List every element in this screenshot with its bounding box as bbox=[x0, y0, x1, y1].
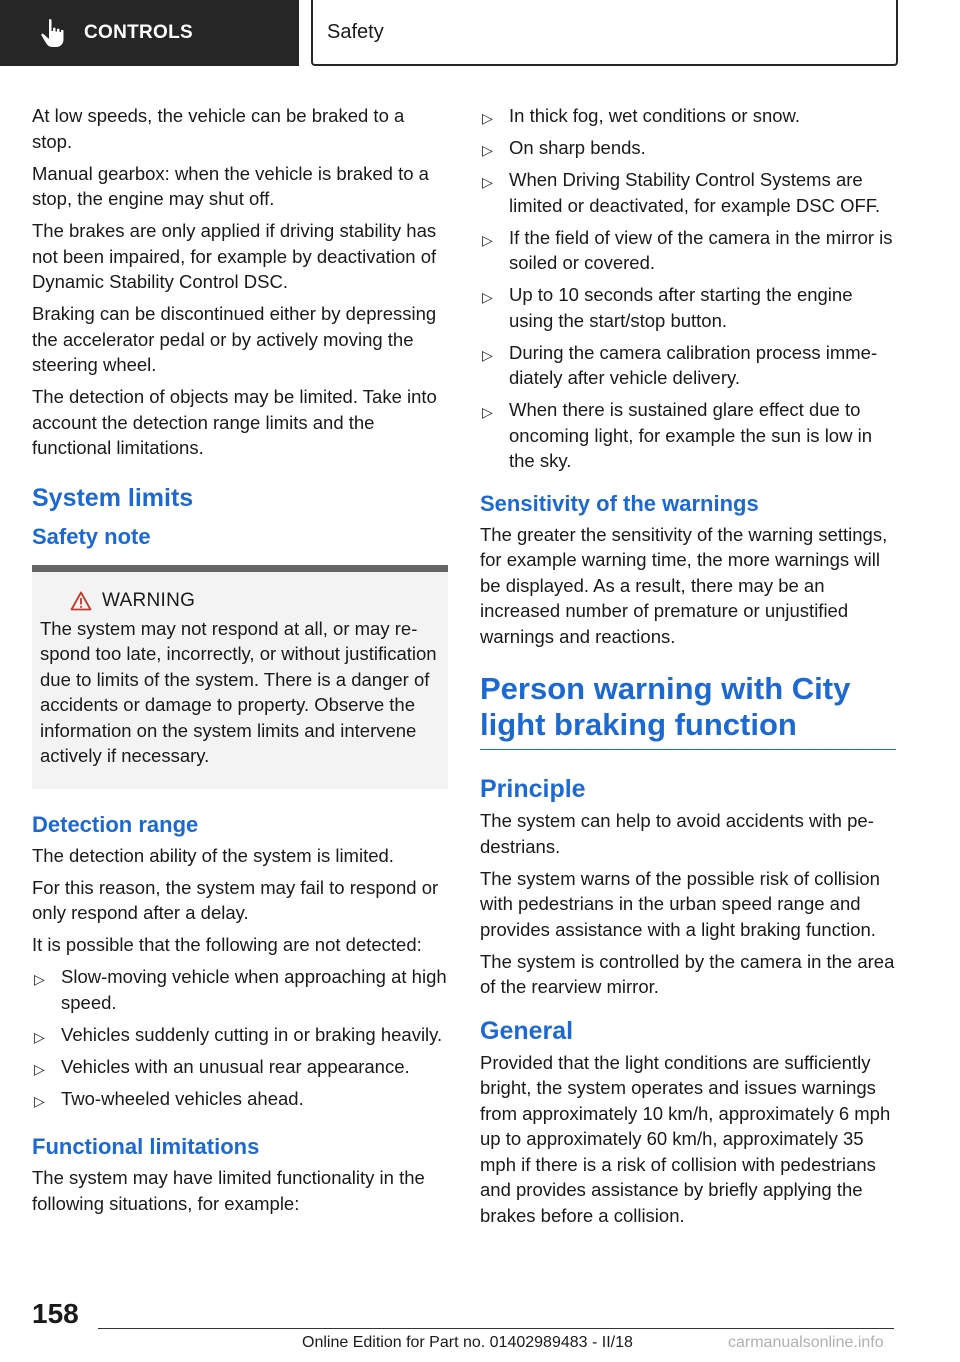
paragraph: The brakes are only applied if driving stability has not been impaired, for example by deactivation of Dynamic Stability Control DSC. bbox=[32, 220, 437, 292]
controls-tab bbox=[0, 0, 299, 66]
paragraph: The system warns of the possible risk of collision with pedestrians in the urban speed range and provides assistance with a light braking function. bbox=[480, 867, 880, 940]
list-item: ▷ Up to 10 seconds after starting the engine using the start/stop button. bbox=[482, 284, 853, 331]
heading-system-limits: System limits bbox=[32, 483, 194, 512]
heading-person-warning: Person warning with City light braking function bbox=[480, 671, 896, 750]
list-item: ▷ During the camera calibration process immediately after vehicle delivery. bbox=[482, 341, 878, 388]
watermark: carmanualsonline.info bbox=[728, 1334, 884, 1351]
paragraph: The system is controlled by the camera in the area of the rearview mirror. bbox=[480, 950, 895, 997]
page-number: 158 bbox=[32, 1298, 79, 1329]
heading-principle: Principle bbox=[480, 775, 586, 803]
paragraph: Manual gearbox: when the vehicle is braked to a stop, the engine may shut off. bbox=[32, 162, 429, 209]
paragraph: It is possible that the following are not detected: bbox=[32, 934, 422, 955]
heading-general: General bbox=[480, 1016, 574, 1045]
list-item: ▷ In thick fog, wet conditions or snow. bbox=[480, 103, 896, 129]
warning-header bbox=[70, 590, 440, 612]
not-detected-list bbox=[32, 964, 448, 1111]
section-title: Safety bbox=[327, 20, 384, 43]
paragraph: The detection ability of the system is limited. bbox=[32, 844, 394, 866]
heading-safety-note: Safety note bbox=[32, 523, 151, 549]
list-item: ▷ When Driving Stability Control Systems are limited or deactivated, for example DSC OFF. bbox=[482, 169, 881, 216]
page-header bbox=[0, 0, 960, 66]
situations-list bbox=[480, 103, 896, 474]
triangle-bullet-icon: ▷ bbox=[482, 289, 493, 305]
paragraph: The system may have limited functionality in the following situations, for example: bbox=[32, 1167, 425, 1214]
edition-text: Online Edition for Part no. 01402989483 - II/18 bbox=[302, 1334, 633, 1351]
hand-pointer-icon bbox=[40, 18, 66, 48]
list-item: ▷ Vehicles with an unusual rear appearance. bbox=[32, 1054, 448, 1080]
right-column bbox=[480, 103, 896, 1235]
list-item: ▷ On sharp bends. bbox=[480, 135, 896, 161]
list-item: ▷ When there is sustained glare effect due to oncoming light, for example the sun is low in the sky. bbox=[482, 399, 872, 471]
heading-sensitivity: Sensitivity of the warnings bbox=[480, 490, 759, 516]
triangle-bullet-icon: ▷ bbox=[34, 971, 45, 987]
triangle-bullet-icon: ▷ bbox=[482, 404, 493, 420]
paragraph: The system can help to avoid accidents with pedestrians. bbox=[480, 810, 874, 857]
left-column bbox=[32, 103, 448, 1223]
paragraph: The detection of objects may be limited. Take into account the detection range limits and the functional limitations. bbox=[32, 386, 437, 458]
warning-title: WARNING bbox=[102, 589, 196, 611]
paragraph: For this reason, the system may fail to respond or only respond after a delay. bbox=[32, 876, 439, 923]
heading-functional-limitations: Functional limitations bbox=[32, 1134, 260, 1159]
triangle-bullet-icon: ▷ bbox=[482, 110, 493, 126]
page-footer bbox=[0, 1290, 960, 1362]
triangle-bullet-icon: ▷ bbox=[34, 1028, 45, 1045]
list-item: ▷ Slow-moving vehicle when approaching at high speed. bbox=[34, 966, 447, 1013]
triangle-bullet-icon: ▷ bbox=[482, 142, 493, 158]
list-item: ▷ Two-wheeled vehicles ahead. bbox=[32, 1086, 448, 1112]
triangle-bullet-icon: ▷ bbox=[482, 231, 493, 248]
warning-triangle-icon bbox=[70, 591, 92, 611]
triangle-bullet-icon: ▷ bbox=[34, 1060, 45, 1077]
section-title-box bbox=[311, 0, 898, 66]
triangle-bullet-icon: ▷ bbox=[34, 1092, 45, 1109]
list-item: ▷ If the field of view of the camera in the mirror is soiled or covered. bbox=[482, 226, 893, 273]
heading-detection-range: Detection range bbox=[32, 811, 199, 837]
triangle-bullet-icon: ▷ bbox=[482, 174, 493, 190]
paragraph: Provided that the light conditions are sufficiently bright, the system operates and issues warnings from approximately 10 km/h, approximately 6 mph up to approximately 60 km/h, approximately 35 mph if there is a risk of collision with pedestrians and provides assistance by briefly applying the brakes before a collision. bbox=[480, 1051, 891, 1226]
list-item: ▷ Vehicles suddenly cutting in or braking heavily. bbox=[32, 1022, 448, 1048]
paragraph: Braking can be discontinued either by depressing the accelerator pedal or by actively moving the steering wheel. bbox=[32, 303, 437, 375]
warning-text: The system may not respond at all, or may respond too late, incorrectly, or without justification due to limits of the system. There is a danger of accidents or damage to property. Observe the information on the system limits and intervene actively if necessary. bbox=[40, 617, 437, 766]
paragraph: At low speeds, the vehicle can be braked to a stop. bbox=[32, 105, 405, 152]
warning-box bbox=[32, 565, 448, 789]
footer-divider bbox=[98, 1328, 894, 1329]
paragraph: The greater the sensitivity of the warning settings, for example warning time, the more warnings will be displayed. As a result, there may be an increased number of premature or unjustified warnings and reactions. bbox=[480, 523, 888, 647]
controls-tab-label: CONTROLS bbox=[84, 22, 194, 43]
triangle-bullet-icon: ▷ bbox=[482, 346, 493, 363]
